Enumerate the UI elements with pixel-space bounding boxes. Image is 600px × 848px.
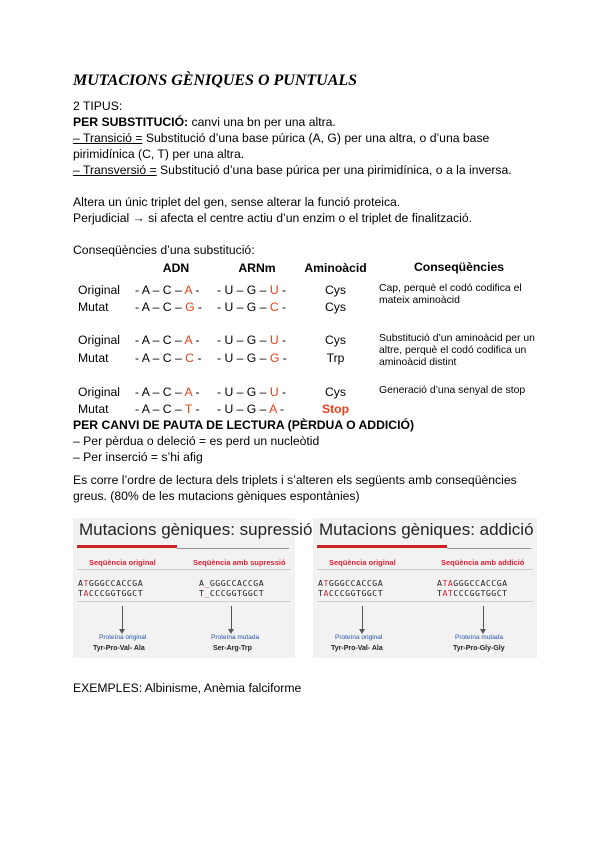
dna-base-highlight: TA — [442, 578, 454, 588]
aminoacid: Cys — [325, 385, 346, 399]
arn-suffix: - — [278, 385, 287, 399]
mutated-protein-sequence: Tyr-Pro-Gly-Gly — [453, 645, 505, 652]
figure-title-bar — [317, 545, 447, 548]
substitution-table — [73, 261, 539, 418]
original-sequence-heading: Seqüència original — [89, 558, 156, 567]
adn-base: A — [184, 283, 192, 297]
adn-sequence — [135, 351, 217, 369]
dna-base-highlight: _ — [204, 578, 210, 588]
transition-dash: – — [73, 131, 83, 145]
adn-suffix: - — [191, 385, 200, 399]
adn-prefix: - A – C – — [135, 401, 185, 416]
dna-base: A — [78, 578, 84, 588]
arn-suffix: - — [279, 350, 287, 365]
original-dna — [318, 578, 383, 598]
figure-divider — [317, 601, 533, 602]
dna-base: T — [78, 588, 84, 598]
substitution-text: canvi una bn per una altra. — [188, 115, 336, 129]
adn-sequence — [135, 300, 217, 317]
adn-base: G — [185, 299, 195, 314]
mutated-protein-label: Proteína mutada — [211, 634, 260, 641]
row-label: Mutat — [78, 299, 109, 314]
aminoacid: Trp — [326, 350, 345, 365]
transition-text-2: pirimidínica (C, T) per una altra. — [73, 147, 245, 161]
table-header-arnm: ARNm — [238, 261, 276, 275]
arn-suffix: - — [276, 401, 285, 416]
adn-base: T — [184, 401, 193, 416]
arn-sequence — [217, 300, 297, 317]
transversion-line — [73, 162, 512, 178]
row-label: Original — [78, 385, 120, 399]
arn-sequence — [217, 385, 297, 402]
transition-text: Substitució d’una base púrica (A, G) per una altra, o d’una base — [142, 131, 490, 145]
dna-rest: CCCGGTGGCT — [453, 588, 508, 598]
arn-suffix: - — [278, 332, 287, 347]
dna-base-highlight: T — [83, 578, 89, 588]
dna-rest: CCCGGTGGCT — [328, 588, 384, 598]
dna-base-highlight: AT — [442, 588, 454, 598]
figure-title-rule — [177, 548, 289, 549]
figure-title: Mutacions gèniques: supressió — [79, 520, 313, 539]
dna-rest: GGGCCACCGA — [88, 578, 144, 588]
adn-base: A — [184, 332, 192, 347]
arn-base: G — [269, 350, 280, 365]
frameshift-paragraph-1: Es corre l’ordre de lectura dels triplets i s’alteren els següents amb conseqüències — [73, 473, 517, 487]
figure-title-bar — [77, 545, 177, 548]
frameshift-heading: PER CANVI DE PAUTA DE LECTURA (PÈRDUA O ADDICIÓ) — [73, 418, 415, 432]
row-label: Mutat — [78, 350, 109, 365]
dna-base: T — [437, 588, 443, 598]
arn-base: A — [269, 401, 277, 416]
alters-line-1: Altera un únic triplet del gen, sense alterar la funció proteica. — [73, 195, 401, 209]
figure-divider — [77, 601, 291, 602]
table-header-aminoacid: Aminoàcid — [304, 261, 367, 275]
arn-prefix: - U – G – — [217, 385, 270, 399]
arn-base: C — [269, 299, 279, 314]
arn-sequence — [217, 283, 297, 300]
frameshift-deletion: – Per pèrdua o deleció = es perd un nucleòtid — [73, 434, 320, 448]
arn-prefix: - U – G – — [217, 283, 270, 297]
types-line: 2 TIPUS: — [73, 99, 123, 113]
consequence-text: Substitució d’un aminoàcid per un altre, perquè el codó codifica un aminoàcid distint — [379, 332, 535, 368]
consequences-heading: Conseqüències d’una substitució: — [73, 243, 255, 257]
dna-base-highlight: A — [323, 588, 329, 598]
table-row — [73, 333, 539, 351]
dna-base-highlight: _ — [204, 588, 210, 598]
arn-suffix: - — [278, 283, 287, 297]
dna-base-highlight: A — [83, 588, 89, 598]
arn-prefix: - U – G – — [217, 299, 270, 314]
mutated-protein-sequence: Ser-Arg-Trp — [213, 645, 252, 652]
dna-rest: GGGCCACCGA — [453, 578, 508, 588]
table-header-consequences: Conseqüències — [413, 260, 505, 274]
row-label: Original — [78, 332, 120, 347]
adn-suffix: - — [193, 350, 202, 365]
adn-sequence — [135, 333, 217, 351]
substitution-line — [73, 114, 336, 130]
mutated-dna — [199, 578, 264, 598]
table-row — [73, 385, 539, 402]
arn-base: U — [269, 332, 279, 347]
dna-rest: GGGCCACCGA — [328, 578, 384, 588]
dna-rest: CCCGGTGGCT — [88, 588, 144, 598]
adn-base: C — [185, 350, 194, 365]
arn-prefix: - U – G – — [217, 332, 270, 347]
arn-sequence — [217, 351, 297, 369]
table-header-adn: ADN — [162, 261, 190, 275]
aminoacid: Cys — [325, 299, 346, 314]
original-dna — [78, 578, 143, 598]
mutated-sequence-heading: Seqüència amb supressió — [193, 558, 286, 567]
adn-sequence — [135, 385, 217, 402]
transition-line — [73, 130, 489, 146]
dna-rest: CCCGGTGGCT — [209, 588, 265, 598]
transition-label: Transició = — [82, 131, 143, 145]
arn-suffix: - — [278, 299, 287, 314]
consequence-text: Cap, perquè el codó codifica el mateix aminoàcid — [379, 283, 522, 306]
adn-prefix: - A – C – — [135, 283, 185, 297]
adn-suffix: - — [192, 401, 200, 416]
mutated-dna — [437, 578, 508, 598]
frameshift-insertion: – Per inserció = s’hi afig — [73, 450, 203, 464]
dna-base: A — [437, 578, 443, 588]
transversion-label: Transversió = — [82, 163, 157, 177]
adn-prefix: - A – C – — [135, 385, 185, 399]
arrow-down-icon — [231, 606, 232, 630]
arn-base: U — [269, 283, 279, 297]
arn-prefix: - U – G – — [217, 350, 270, 365]
arn-sequence — [217, 333, 297, 351]
frameshift-paragraph-2: greus. (80% de les mutacions gèniques espontànies) — [73, 489, 360, 503]
transversion-text: Substitució d’una base púrica per una pirimidínica, o a la inversa. — [156, 163, 512, 177]
table-header-row — [73, 261, 539, 283]
adn-sequence — [135, 402, 217, 419]
row-label: Mutat — [78, 401, 109, 416]
mutated-sequence-heading: Seqüència amb addició — [441, 558, 525, 567]
mutated-protein-label: Proteína mutada — [455, 634, 504, 641]
figure-divider — [317, 569, 533, 570]
adn-prefix: - A – C – — [135, 350, 186, 365]
substitution-heading: PER SUBSTITUCIÓ: — [73, 115, 189, 129]
adn-prefix: - A – C – — [135, 299, 186, 314]
figure-divider — [77, 569, 291, 570]
consequence-text: Generació d’una senyal de stop — [379, 385, 526, 396]
arrow-down-icon — [122, 606, 123, 630]
alters-line-2: Perjudicial → si afecta el centre actiu d’un enzim o el triplet de finalització. — [73, 211, 472, 225]
deletion-figure — [73, 518, 313, 658]
arn-base: U — [269, 385, 279, 399]
table-row — [73, 283, 539, 300]
dna-base-highlight: T — [323, 578, 329, 588]
arrow-down-icon — [362, 606, 363, 630]
aminoacid: Cys — [325, 283, 346, 297]
adn-sequence — [135, 283, 217, 300]
original-protein-label: Proteína original — [99, 634, 147, 641]
table-header-blank — [73, 261, 135, 283]
dna-rest: GGGCCACCGA — [209, 578, 265, 588]
dna-base: T — [318, 588, 324, 598]
arn-sequence — [217, 402, 297, 419]
original-protein-sequence: Tyr-Pro-Val- Ala — [331, 645, 383, 652]
arrow-down-icon — [483, 606, 484, 630]
arn-prefix: - U – G – — [217, 401, 270, 416]
dna-base: A — [199, 578, 205, 588]
figure-title-rule — [447, 548, 531, 549]
addition-figure — [313, 518, 537, 658]
adn-suffix: - — [194, 299, 203, 314]
dna-base: T — [199, 588, 205, 598]
adn-prefix: - A – C – — [135, 332, 185, 347]
transversion-dash: – — [73, 163, 83, 177]
original-protein-sequence: Tyr-Pro-Val- Ala — [93, 645, 145, 652]
adn-suffix: - — [191, 332, 200, 347]
aminoacid-stop: Stop — [321, 401, 350, 416]
page-title: MUTACIONS GÈNIQUES O PUNTUALS — [73, 72, 358, 89]
original-protein-label: Proteína original — [335, 634, 383, 641]
figure-title: Mutacions gèniques: addició — [319, 520, 534, 539]
adn-suffix: - — [191, 283, 200, 297]
row-label: Original — [78, 283, 120, 297]
dna-base: A — [318, 578, 324, 588]
adn-base: A — [184, 385, 192, 399]
original-sequence-heading: Seqüència original — [329, 558, 396, 567]
aminoacid: Cys — [325, 332, 346, 347]
examples-line: EXEMPLES: Albinisme, Anèmia falciforme — [73, 681, 302, 695]
